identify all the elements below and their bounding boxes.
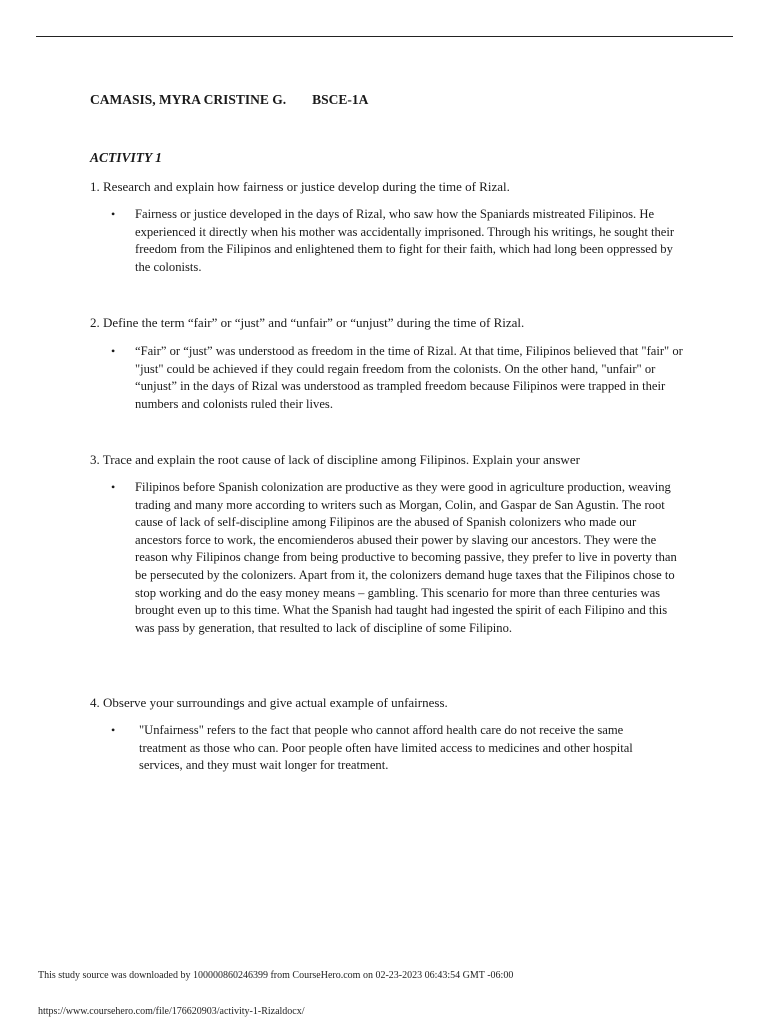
bullet-icon: • <box>111 207 116 221</box>
question-2: 2. Define the term “fair” or “just” and “unfair” or “unjust” during the time of Rizal. <box>90 315 525 330</box>
answer-1 <box>110 206 685 276</box>
download-notice: This study source was downloaded by 100000860246399 from CourseHero.com on 02-23-2023 06:43:54 GMT -06:00 <box>38 970 514 981</box>
bullet-icon: • <box>111 344 116 358</box>
bullet-icon: • <box>111 480 116 494</box>
answer-3-text: Filipinos before Spanish colonization are productive as they were good in agriculture production, weaving trading and many more according to writers such as Morgan, Colin, and Gaspar de San Agustin. The root cause of lack of self-discipline among Filipinos are the abused of Spanish colonizers who made our ancestors force to work, the encomienderos abused their power by slaving our ancestors. They were the reason why Filipinos change from being productive to becoming passive, they prefer to live in poverty than be persecuted by the colonizers. Apart from it, the colonizers demand huge taxes that the Filipinos chose to stop working and do the easy money means – gambling. This scenario for more than three centuries was brought even up to this time. What the Spanish had taught had ingested the spirit of each Filipino and this was pass by generation, that resulted to lack of discipline of some Filipino. <box>135 480 677 635</box>
answer-4-text: "Unfairness" refers to the fact that people who cannot afford health care do not receive the same treatment as those who can. Poor people often have limited access to medicines and other hospital services, and they must wait longer for treatment. <box>139 723 633 773</box>
answer-2 <box>110 343 685 413</box>
question-3: 3. Trace and explain the root cause of lack of discipline among Filipinos. Explain your answer <box>90 452 580 467</box>
course-section: BSCE-1A <box>312 92 369 107</box>
question-4: 4. Observe your surroundings and give actual example of unfairness. <box>90 695 448 710</box>
bullet-icon: • <box>111 723 116 737</box>
source-url-link[interactable]: https://www.coursehero.com/file/176620903/activity-1-Rizaldocx/ <box>38 1006 305 1017</box>
answer-2-text: “Fair” or “just” was understood as freedom in the time of Rizal. At that time, Filipinos believed that "fair" or "just" could be achieved if they could regain freedom from the colonists. On the other hand, "unfair" or “unjust” in the days of Rizal was understood as trampled freedom because Filipinos were trapped in their numbers and colonists ruled their lives. <box>135 344 683 411</box>
answer-1-text: Fairness or justice developed in the days of Rizal, who saw how the Spaniards mistreated Filipinos. He experienced it directly when his mother was accidentally imprisoned. Through his writings, he sought their freedom from the Filipinos and enlightened them to fight for their faith, which had long been oppressed by the colonists. <box>135 207 675 274</box>
question-1: 1. Research and explain how fairness or justice develop during the time of Rizal. <box>90 179 510 194</box>
answer-3 <box>110 479 685 637</box>
activity-title: ACTIVITY 1 <box>90 150 162 165</box>
student-name: CAMASIS, MYRA CRISTINE G. <box>90 92 287 107</box>
answer-4 <box>110 722 650 775</box>
top-rule <box>36 36 733 37</box>
student-header <box>90 92 368 108</box>
